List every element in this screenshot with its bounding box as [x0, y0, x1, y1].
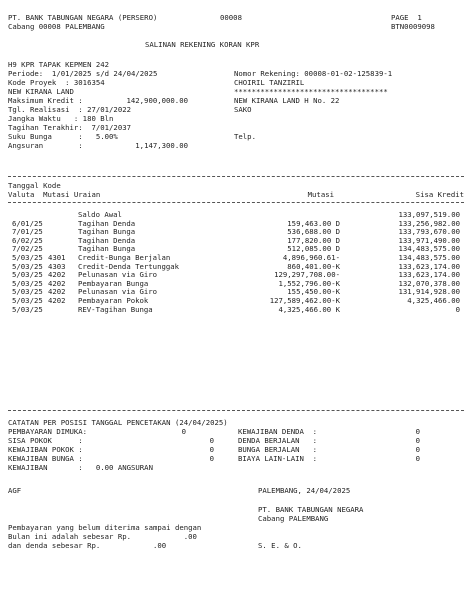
project-name: NEW KIRANA LAND — [8, 87, 74, 96]
column-header-saldo: Sisa Kredit — [415, 190, 464, 199]
row-balance: 0 — [455, 304, 460, 314]
principal-balance-value: 0 — [209, 436, 214, 445]
row-balance: 4,325,466.00 — [407, 296, 460, 305]
row-date: 5/03/25 — [12, 261, 43, 271]
row-description: Tagihan Bunga — [78, 227, 136, 237]
row-code: 4303 — [48, 261, 66, 271]
outstanding-note-1: Pembayaran yang belum diterima sampai dengan — [8, 523, 202, 532]
row-description: Tagihan Denda — [78, 235, 136, 245]
max-credit-label: Maksimum Kredit : — [8, 96, 83, 105]
address-line-2: SAKO — [234, 105, 252, 114]
realization-date: Tgl. Realisasi : 27/01/2022 — [8, 105, 132, 114]
row-date: 6/01/25 — [12, 218, 43, 228]
row-balance: 134,483,575.00 — [398, 244, 460, 254]
interest-obligation-value: 0 — [209, 454, 214, 463]
interest-obligation-label: KEWAJIBAN BUNGA : — [8, 454, 83, 463]
interest-rate: Suku Bunga : 5.00% — [8, 132, 118, 141]
row-code: 4301 — [48, 253, 66, 262]
bank-name: PT. BANK TABUNGAN NEGARA (PERSERO) — [8, 13, 158, 22]
row-balance: 133,623,174.00 — [398, 261, 460, 271]
row-mutation: 177,820.00 D — [287, 235, 340, 245]
row-description: Credit-Bunga Berjalan — [78, 253, 171, 262]
row-mutation: 129,297,708.00- — [274, 270, 340, 280]
row-balance: 133,971,490.00 — [398, 235, 460, 245]
divider — [8, 202, 464, 203]
running-penalty-value: 0 — [415, 436, 420, 445]
row-code: 4202 — [48, 287, 66, 297]
separator-stars: *********************************** — [234, 87, 388, 96]
other-fees-label: BIAYA LAIN-LAIN : — [238, 454, 318, 463]
signature-branch: Cabang PALEMBANG — [258, 514, 329, 523]
row-code: 4202 — [48, 278, 66, 288]
address-line-1: NEW KIRANA LAND H No. 22 — [234, 96, 340, 105]
principal-obligation-label: KEWAJIBAN POKOK : — [8, 445, 83, 454]
row-balance: 133,793,670.00 — [398, 227, 460, 237]
installment-label: Angsuran : — [8, 141, 83, 150]
row-date: 5/03/25 — [12, 253, 43, 262]
row-balance: 133,623,174.00 — [398, 270, 460, 280]
row-date: 5/03/25 — [12, 270, 43, 280]
product-name: H9 KPR TAPAK KEPMEN 242 — [8, 60, 110, 69]
row-date: 5/03/25 — [12, 287, 43, 297]
installment-value: 1,147,300.00 — [135, 141, 188, 150]
row-date: 5/03/25 — [12, 278, 43, 288]
row-mutation: 4,896,960.61- — [282, 253, 340, 262]
row-description: Tagihan Bunga — [78, 244, 136, 254]
period: Periode: 1/01/2025 s/d 24/04/2025 — [8, 69, 158, 78]
errors-omissions: S. E. & O. — [258, 541, 302, 550]
other-fees-value: 0 — [415, 454, 420, 463]
row-description: Tagihan Denda — [78, 218, 136, 228]
max-credit-value: 142,900,000.00 — [126, 96, 188, 105]
principal-balance-label: SISA POKOK : — [8, 436, 83, 445]
prepayment-value: 0 — [181, 427, 186, 436]
row-description: Saldo Awal — [78, 210, 122, 219]
row-mutation: 1,552,796.00-K — [278, 278, 340, 288]
outstanding-note-3: dan denda sebesar Rp. .00 — [8, 541, 167, 550]
row-balance: 132,070,378.00 — [398, 278, 460, 288]
divider — [8, 410, 464, 411]
row-description: REV-Tagihan Bunga — [78, 304, 153, 314]
row-balance: 134,483,575.00 — [398, 253, 460, 262]
row-date: 6/02/25 — [12, 235, 43, 245]
prepayment-label: PEMBAYARAN DIMUKA: — [8, 427, 88, 436]
document-id: BTN0009098 — [391, 22, 435, 31]
row-description: Pembayaran Pokok — [78, 296, 149, 305]
row-date: 7/01/25 — [12, 227, 43, 237]
row-balance: 133,256,982.00 — [398, 218, 460, 228]
row-description: Credit-Denda Tertunggak — [78, 261, 180, 271]
column-header-date-code: Tanggal Kode — [8, 181, 61, 190]
row-balance: 131,914,928.00 — [398, 287, 460, 297]
notes-title: CATATAN PER POSISI TANGGAL PENCETAKAN (24/04/2025) — [8, 418, 228, 427]
page-title: SALINAN REKENING KORAN KPR — [145, 40, 260, 49]
row-mutation: 860,401.00-K — [287, 261, 340, 271]
agf-code: AGF — [8, 486, 22, 495]
row-balance: 133,097,519.00 — [398, 210, 460, 219]
divider — [8, 176, 464, 177]
penalty-obligation-label: KEWAJIBAN DENDA : — [238, 427, 318, 436]
account-number: Nomor Rekening: 00008-01-02-125839-1 — [234, 69, 393, 78]
running-penalty-label: DENDA BERJALAN : — [238, 436, 318, 445]
row-code: 4202 — [48, 296, 66, 305]
obligation-summary: KEWAJIBAN : 0.00 ANGSURAN — [8, 463, 153, 472]
row-date: 5/03/25 — [12, 304, 43, 314]
penalty-obligation-value: 0 — [415, 427, 420, 436]
last-bill-date: Tagihan Terakhir: 7/01/2037 — [8, 123, 132, 132]
row-description: Pelunasan via Giro — [78, 287, 158, 297]
row-mutation: 512,085.00 D — [287, 244, 340, 254]
bank-code: 00008 — [220, 13, 242, 22]
row-mutation: 4,325,466.00 K — [278, 304, 340, 314]
column-header-valuta: Valuta Mutasi Uraian — [8, 190, 101, 199]
row-mutation: 536,688.00 D — [287, 227, 340, 237]
loan-term: Jangka Waktu : 180 Bln — [8, 114, 114, 123]
running-interest-value: 0 — [415, 445, 420, 454]
row-code: 4202 — [48, 270, 66, 280]
page-number: PAGE 1 — [391, 13, 422, 22]
row-date: 7/02/25 — [12, 244, 43, 254]
row-mutation: 159,463.00 D — [287, 218, 340, 228]
column-header-mutasi: Mutasi — [307, 190, 334, 199]
place-date: PALEMBANG, 24/04/2025 — [258, 486, 351, 495]
signature-bank: PT. BANK TABUNGAN NEGARA — [258, 505, 364, 514]
row-mutation: 155,450.00-K — [287, 287, 340, 297]
row-description: Pembayaran Bunga — [78, 278, 149, 288]
outstanding-note-2: Bulan ini adalah sebesar Rp. .00 — [8, 532, 197, 541]
row-description: Pelunasan via Giro — [78, 270, 158, 280]
row-mutation: 127,589,462.00-K — [269, 296, 340, 305]
running-interest-label: BUNGA BERJALAN : — [238, 445, 318, 454]
row-date: 5/03/25 — [12, 296, 43, 305]
table-row — [0, 305, 471, 314]
principal-obligation-value: 0 — [209, 445, 214, 454]
branch-name: Cabang 00008 PALEMBANG — [8, 22, 105, 31]
telephone-label: Telp. — [234, 132, 256, 141]
project-code: Kode Proyek : 3016354 — [8, 78, 105, 87]
account-holder: CHOIRIL TANZIRIL — [234, 78, 305, 87]
